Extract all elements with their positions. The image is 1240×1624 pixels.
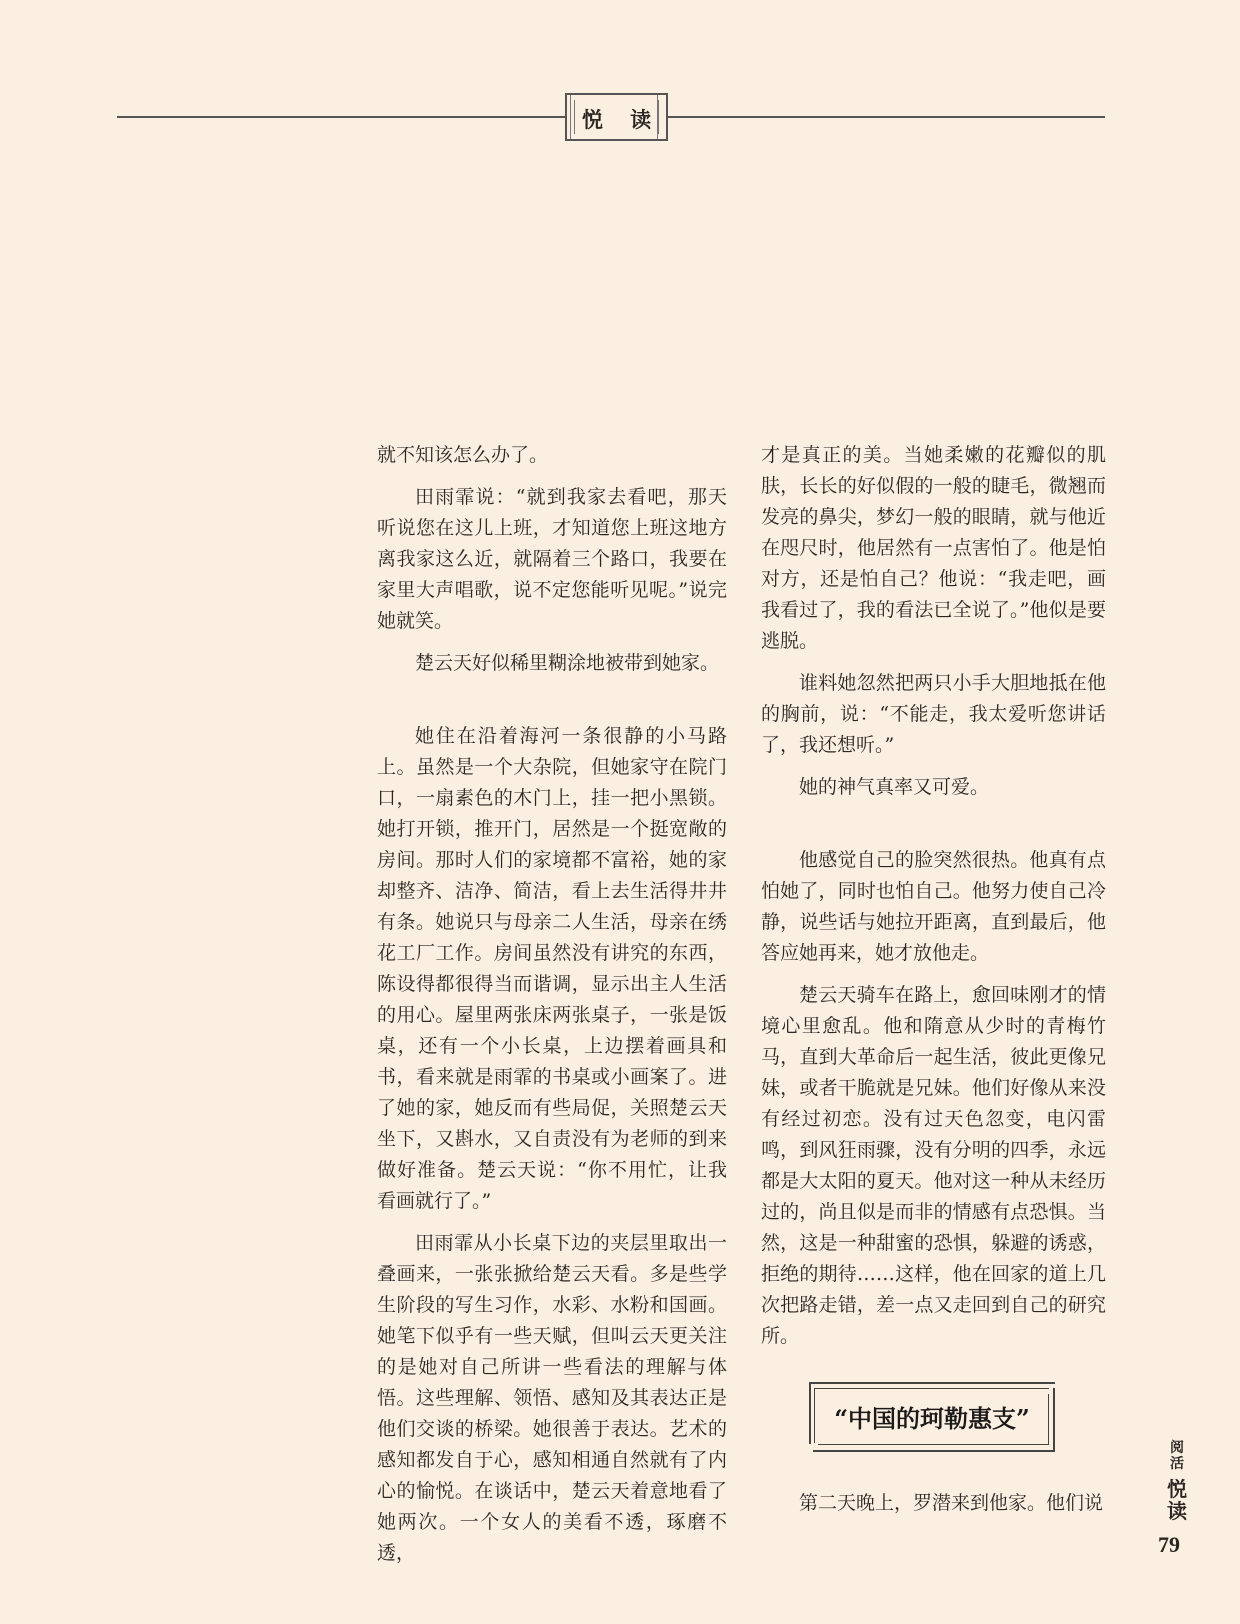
- column-label-big: 悦读: [1167, 1477, 1187, 1523]
- section-title-box: [809, 1382, 1055, 1452]
- header-rule-right: [668, 116, 1105, 118]
- section-header-text: 悦 读: [581, 107, 662, 132]
- column-label-small-2: 活: [1170, 1456, 1184, 1472]
- left-text-column: [377, 440, 727, 1580]
- paragraph: 他感觉自己的脸突然很热。他真有点怕她了，同时也怕自己。他努力使自己冷静，说些话与她拉开距离，直到最后，他答应她再来，她才放他走。: [761, 849, 1106, 964]
- header-rule-left: [117, 116, 565, 118]
- section-header-tag: [565, 93, 668, 141]
- page-number: 79: [1158, 1532, 1180, 1557]
- paragraph: 田雨霏说：“就到我家去看吧，那天听说您在这儿上班，才知道您上班这地方离我家这么近，就隔着三个路口，我要在家里大声唱歌，说不定您能听见呢。”说完她就笑。: [377, 486, 727, 632]
- paragraph-gap: [761, 814, 1106, 845]
- section-title: “中国的珂勒惠支”: [834, 1404, 1030, 1433]
- column-label-small: 阅: [1170, 1440, 1184, 1456]
- right-text-column: [761, 440, 1106, 1363]
- paragraph: 才是真正的美。当她柔嫩的花瓣似的肌肤，长长的好似假的一般的睫毛，微翘而发亮的鼻尖，梦幻一般的眼睛，就与他近在咫尺时，他居然有一点害怕了。他是怕对方，还是怕自己？他说：“我走吧，画我看过了，我的看法已全说了。”他似是要逃脱。: [761, 444, 1106, 652]
- paragraph: 田雨霏从小长桌下边的夹层里取出一叠画来，一张张掀给楚云天看。多是些学生阶段的写生习作，水彩、水粉和国画。她笔下似乎有一些天赋，但叫云天更关注的是她对自己所讲一些看法的理解与体悟。这些理解、领悟、感知及其表达正是他们交谈的桥梁。她很善于表达。艺术的感知都发自于心，感知相通自然就有了内心的愉悦。在谈话中，楚云天着意地看了她两次。一个女人的美看不透，琢磨不透，: [377, 1232, 727, 1564]
- paragraph: 她住在沿着海河一条很静的小马路上。虽然是一个大杂院，但她家守在院门口，一扇素色的木门上，挂一把小黑锁。她打开锁，推开门，居然是一个挺宽敞的房间。那时人们的家境都不富裕，她的家却整齐、洁净、简洁，看上去生活得井井有条。她说只与母亲二人生活，母亲在绣花工厂工作。房间虽然没有讲究的东西，陈设得都很得当而谐调，显示出主人生活的用心。屋里两张床两张桌子，一张是饭桌，还有一个小长桌，上边摆着画具和书，看来就是雨霏的书桌或小画案了。进了她的家，她反而有些局促，关照楚云天坐下，又斟水，又自责没有为老师的到来做好准备。楚云天说：“你不用忙，让我看画就行了。”: [377, 725, 727, 1212]
- column-label: [1161, 1440, 1193, 1522]
- right-column-continuation: [761, 1488, 1106, 1530]
- paragraph-gap: [377, 690, 727, 721]
- paragraph: 就不知该怎么办了。: [377, 444, 549, 466]
- paragraph: 她的神气真率又可爱。: [799, 776, 990, 798]
- paragraph: 谁料她忽然把两只小手大胆地抵在他的胸前，说：“不能走，我太爱听您讲话了，我还想听。”: [761, 672, 1106, 756]
- paragraph: 第二天晚上，罗潜来到他家。他们说: [799, 1492, 1104, 1514]
- paragraph: 楚云天骑车在路上，愈回味刚才的情境心里愈乱。他和隋意从少时的青梅竹马，直到大革命后一起生活，彼此更像兄妹，或者干脆就是兄妹。他们好像从来没有经过初恋。没有过天色忽变，电闪雷鸣，到风狂雨骤，没有分明的四季，永远都是大太阳的夏天。他对这一种从未经历过的，尚且似是而非的情感有点恐惧。当然，这是一种甜蜜的恐惧，躲避的诱惑，拒绝的期待……这样，他在回家的道上几次把路走错，差一点又走回到自己的研究所。: [761, 984, 1106, 1347]
- paragraph: 楚云天好似稀里糊涂地被带到她家。: [415, 652, 720, 674]
